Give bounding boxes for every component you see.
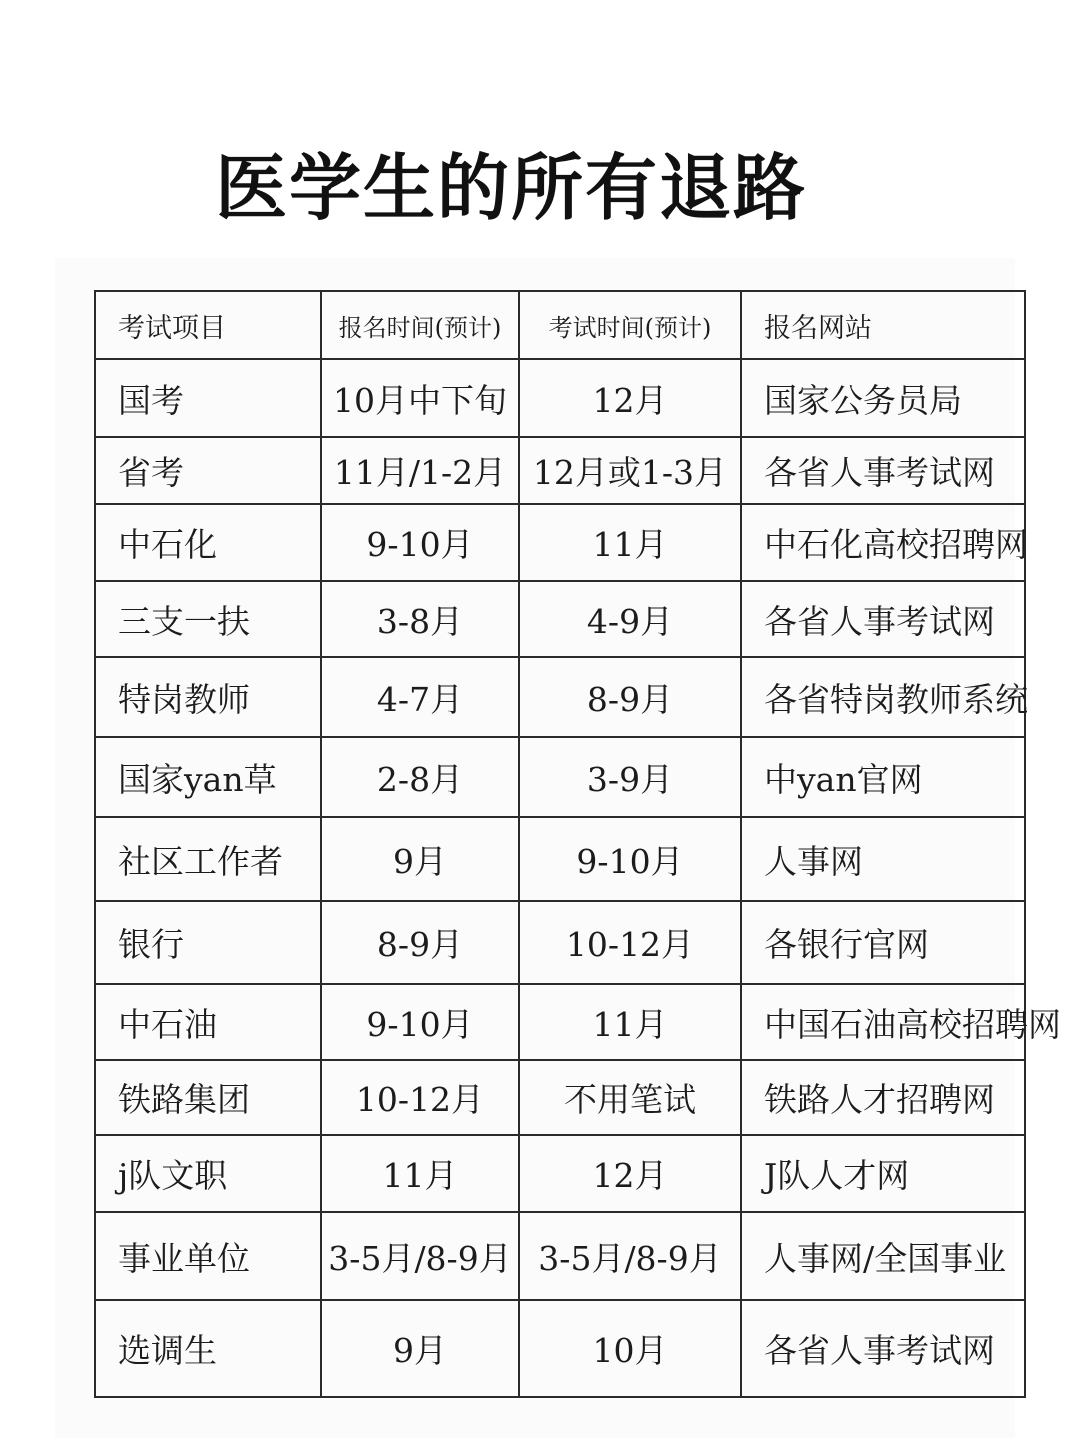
- cell-exam-time: 11月: [519, 984, 741, 1060]
- table-row: [95, 657, 1025, 737]
- cell-exam-time: 10-12月: [519, 901, 741, 984]
- cell-exam-time: 9-10月: [519, 817, 741, 901]
- cell-website: 各省人事考试网: [741, 437, 1025, 504]
- cell-exam-time: 不用笔试: [519, 1060, 741, 1135]
- cell-website: 国家公务员局: [741, 359, 1025, 437]
- cell-registration-time: 4-7月: [321, 657, 519, 737]
- cell-registration-time: 10月中下旬: [321, 359, 519, 437]
- exam-table: [94, 290, 1061, 1398]
- cell-exam-item: 铁路集团: [95, 1060, 321, 1135]
- cell-website: 中石化高校招聘网: [741, 504, 1025, 581]
- cell-registration-time: 11月: [321, 1135, 519, 1212]
- cell-website: 中国石油高校招聘网: [741, 984, 1025, 1060]
- table-row: [95, 504, 1025, 581]
- cell-registration-time: 9-10月: [321, 984, 519, 1060]
- cell-exam-item: 事业单位: [95, 1212, 321, 1300]
- cell-website: 各银行官网: [741, 901, 1025, 984]
- cell-registration-time: 9月: [321, 1300, 519, 1397]
- cell-registration-time: 10-12月: [321, 1060, 519, 1135]
- header-exam-time: 考试时间(预计): [519, 291, 741, 359]
- table-row: [95, 817, 1025, 901]
- cell-exam-time: 3-9月: [519, 737, 741, 817]
- table-row: [95, 581, 1025, 657]
- cell-registration-time: 3-8月: [321, 581, 519, 657]
- table-row: [95, 1300, 1025, 1397]
- cell-exam-item: 三支一扶: [95, 581, 321, 657]
- table-row: [95, 901, 1025, 984]
- cell-website: 各省人事考试网: [741, 1300, 1025, 1397]
- table-row: [95, 1212, 1025, 1300]
- cell-registration-time: 3-5月/8-9月: [321, 1212, 519, 1300]
- cell-exam-time: 11月: [519, 504, 741, 581]
- table-row: [95, 984, 1025, 1060]
- cell-exam-item: 省考: [95, 437, 321, 504]
- header-registration-time: 报名时间(预计): [321, 291, 519, 359]
- cell-website: 各省特岗教师系统: [741, 657, 1025, 737]
- cell-website: 人事网: [741, 817, 1025, 901]
- cell-website: 人事网/全国事业: [741, 1212, 1025, 1300]
- cell-exam-time: 8-9月: [519, 657, 741, 737]
- page-title: 医学生的所有退路: [214, 146, 807, 230]
- cell-website: 中yan官网: [741, 737, 1025, 817]
- cell-exam-item: 国家yan草: [95, 737, 321, 817]
- cell-exam-item: 特岗教师: [95, 657, 321, 737]
- cell-exam-time: 10月: [519, 1300, 741, 1397]
- table-row: [95, 437, 1025, 504]
- cell-exam-time: 12月: [519, 359, 741, 437]
- header-exam-item: 考试项目: [95, 291, 321, 359]
- table-row: [95, 737, 1025, 817]
- cell-exam-item: j队文职: [95, 1135, 321, 1212]
- cell-exam-time: 3-5月/8-9月: [519, 1212, 741, 1300]
- cell-registration-time: 8-9月: [321, 901, 519, 984]
- cell-website: 各省人事考试网: [741, 581, 1025, 657]
- cell-exam-item: 国考: [95, 359, 321, 437]
- cell-exam-time: 12月: [519, 1135, 741, 1212]
- cell-exam-item: 中石化: [95, 504, 321, 581]
- cell-website: 铁路人才招聘网: [741, 1060, 1025, 1135]
- cell-registration-time: 9-10月: [321, 504, 519, 581]
- table-row: [95, 1060, 1025, 1135]
- cell-exam-time: 12月或1-3月: [519, 437, 741, 504]
- cell-exam-item: 选调生: [95, 1300, 321, 1397]
- table-header-row: [95, 291, 1025, 359]
- table-row: [95, 359, 1025, 437]
- cell-registration-time: 11月/1-2月: [321, 437, 519, 504]
- cell-registration-time: 2-8月: [321, 737, 519, 817]
- header-registration-website: 报名网站: [741, 291, 1025, 359]
- cell-exam-item: 中石油: [95, 984, 321, 1060]
- cell-exam-item: 社区工作者: [95, 817, 321, 901]
- cell-exam-time: 4-9月: [519, 581, 741, 657]
- cell-website: J队人才网: [741, 1135, 1025, 1212]
- cell-registration-time: 9月: [321, 817, 519, 901]
- cell-exam-item: 银行: [95, 901, 321, 984]
- table-row: [95, 1135, 1025, 1212]
